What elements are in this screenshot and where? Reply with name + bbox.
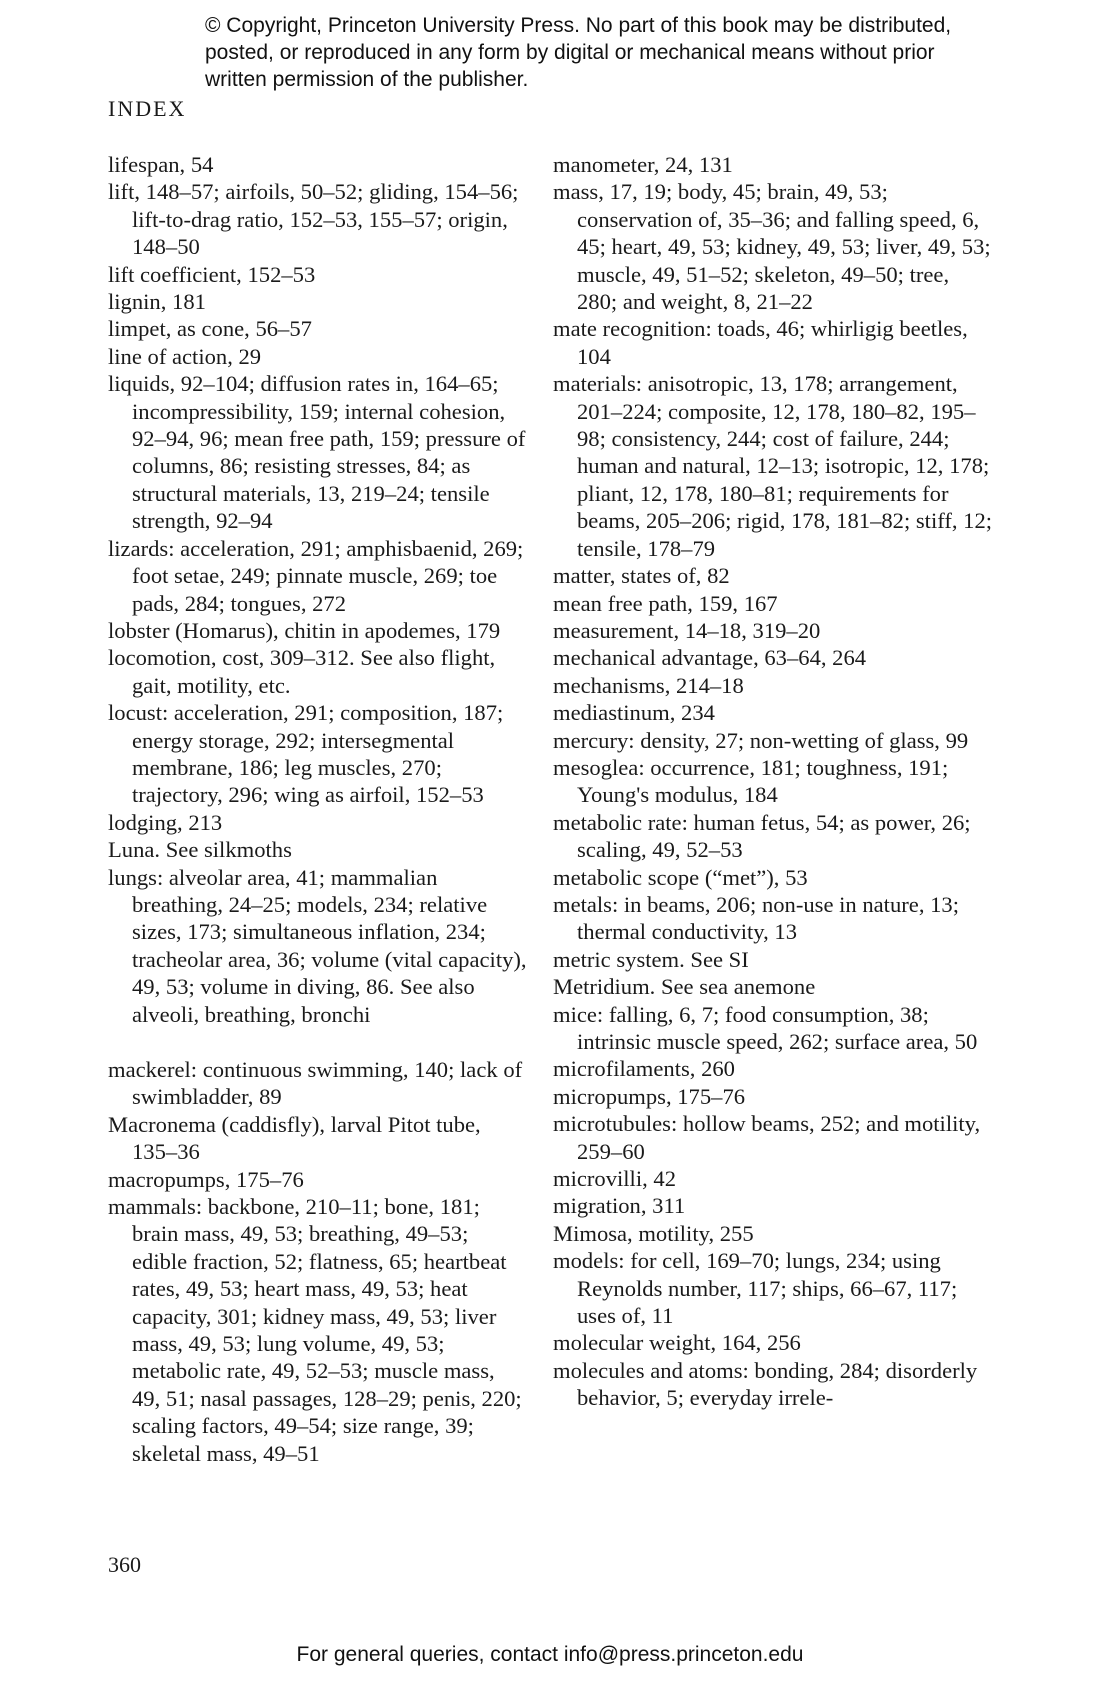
index-entry: materials: anisotropic, 13, 178; arrangement, 201–224; composite, 12, 178, 180–82, 195–98; consistency, 244; cost of failure, 244; human and natural, 12–13; isotropic, 12, 178; pliant, 12, 178, 180–81; requirements for beams, 205–206; rigid, 178, 181–82; stiff, 12; tensile, 178–79 — [553, 371, 993, 561]
index-entry: lungs: alveolar area, 41; mammalian breathing, 24–25; models, 234; relative sizes, 173; simultaneous inflation, 234; tracheolar area, 36; volume (vital capacity), 49, 53; volume in diving, 86. See also alveoli, breathing, bronchi — [108, 864, 527, 1027]
copyright-notice: © Copyright, Princeton University Press. No part of this book may be distributed, posted, or reproduced in any form by digital or mechanical means without prior written permission of the publisher. — [205, 14, 952, 91]
index-entry: Macronema (caddisfly), larval Pitot tube, 135–36 — [108, 1111, 481, 1165]
index-column-left — [108, 151, 528, 1467]
index-entry: measurement, 14–18, 319–20 — [553, 617, 821, 643]
index-entry: microtubules: hollow beams, 252; and motility, 259–60 — [553, 1111, 981, 1164]
index-entry: lodging, 213 — [108, 809, 223, 835]
index-entry: micropumps, 175–76 — [553, 1083, 746, 1109]
index-entry: lizards: acceleration, 291; amphisbaenid, 269; foot setae, 249; pinnate muscle, 269; toe pads, 284; tongues, 272 — [108, 535, 524, 616]
index-entry: Luna. See silkmoths — [108, 837, 292, 863]
index-entry: lift, 148–57; airfoils, 50–52; gliding, 154–56; lift-to-drag ratio, 152–53, 155–57; origin, 148–50 — [108, 179, 519, 260]
index-entry: mass, 17, 19; body, 45; brain, 49, 53; conservation of, 35–36; and falling speed, 6, 45; heart, 49, 53; kidney, 49, 53; liver, 49, 53; muscle, 49, 51–52; skeleton, 49–50; tree, 280; and weight, 8, 21–22 — [553, 179, 991, 315]
footer-contact: For general queries, contact info@press.princeton.edu — [296, 1643, 804, 1666]
index-entry: limpet, as cone, 56–57 — [108, 316, 312, 342]
index-entry: mackerel: continuous swimming, 140; lack of swimbladder, 89 — [108, 1057, 523, 1110]
index-entry: mechanical advantage, 63–64, 264 — [553, 645, 867, 671]
index-entry: models: for cell, 169–70; lungs, 234; using Reynolds number, 117; ships, 66–67, 117; uses of, 11 — [553, 1248, 958, 1329]
page-number: 360 — [108, 1552, 141, 1577]
index-entry: locomotion, cost, 309–312. See also flight, gait, motility, etc. — [108, 645, 496, 698]
index-entry: Mimosa, motility, 255 — [553, 1220, 754, 1246]
index-entry: microvilli, 42 — [553, 1166, 676, 1192]
index-column-right — [553, 151, 993, 1412]
index-entry: lignin, 181 — [108, 289, 206, 315]
index-entry: mediastinum, 234 — [553, 700, 715, 726]
index-entry: mechanisms, 214–18 — [553, 672, 744, 698]
running-head: INDEX — [108, 96, 187, 121]
index-entry: microfilaments, 260 — [553, 1056, 735, 1082]
index-entry: mammals: backbone, 210–11; bone, 181; brain mass, 49, 53; breathing, 49–53; edible fraction, 52; flatness, 65; heartbeat rates, 49, 53; heart mass, 49, 53; heat capacity, 301; kidney mass, 49, 53; liver mass, 49, 53; lung volume, 49, 53; metabolic rate, 49, 52–53; muscle mass, 49, 51; nasal passages, 128–29; penis, 220; scaling factors, 49–54; size range, 39; skeletal mass, 49–51 — [108, 1194, 522, 1466]
index-entry: mate recognition: toads, 46; whirligig beetles, 104 — [553, 316, 968, 369]
index-entry: molecular weight, 164, 256 — [553, 1330, 801, 1356]
index-entry: Metridium. See sea anemone — [553, 974, 816, 1000]
index-entry: macropumps, 175–76 — [108, 1166, 304, 1192]
index-entry: mean free path, 159, 167 — [553, 590, 778, 616]
index-entry: lift coefficient, 152–53 — [108, 261, 316, 287]
index-entry: metals: in beams, 206; non-use in nature, 13; thermal conductivity, 13 — [553, 891, 959, 945]
index-entry: mice: falling, 6, 7; food consumption, 38; intrinsic muscle speed, 262; surface area, 50 — [553, 1001, 978, 1054]
index-entry: metabolic rate: human fetus, 54; as power, 26; scaling, 49, 52–53 — [553, 809, 971, 863]
index-entry: matter, states of, 82 — [553, 563, 730, 589]
index-entry: molecules and atoms: bonding, 284; disorderly behavior, 5; everyday irrele- — [553, 1357, 978, 1411]
index-entry: metric system. See SI — [553, 946, 749, 972]
index-entry: liquids, 92–104; diffusion rates in, 164–65; incompressibility, 159; internal cohesion, 92–94, 96; mean free path, 159; pressure of columns, 86; resisting stresses, 84; as structural materials, 13, 219–24; tensile strength, 92–94 — [108, 371, 526, 534]
index-entry: line of action, 29 — [108, 343, 262, 369]
index-entry: migration, 311 — [553, 1193, 686, 1219]
index-entry: mercury: density, 27; non-wetting of glass, 99 — [553, 727, 969, 753]
index-entry: lobster (Homarus), chitin in apodemes, 179 — [108, 617, 501, 643]
index-entry: lifespan, 54 — [108, 152, 214, 177]
index-entry: mesoglea: occurrence, 181; toughness, 191; Young's modulus, 184 — [553, 754, 949, 808]
index-entry: metabolic scope (“met”), 53 — [553, 864, 808, 890]
index-entry: locust: acceleration, 291; composition, 187; energy storage, 292; intersegmental membrane, 186; leg muscles, 270; trajectory, 296; wing as airfoil, 152–53 — [108, 700, 504, 808]
index-entry: manometer, 24, 131 — [553, 152, 733, 177]
